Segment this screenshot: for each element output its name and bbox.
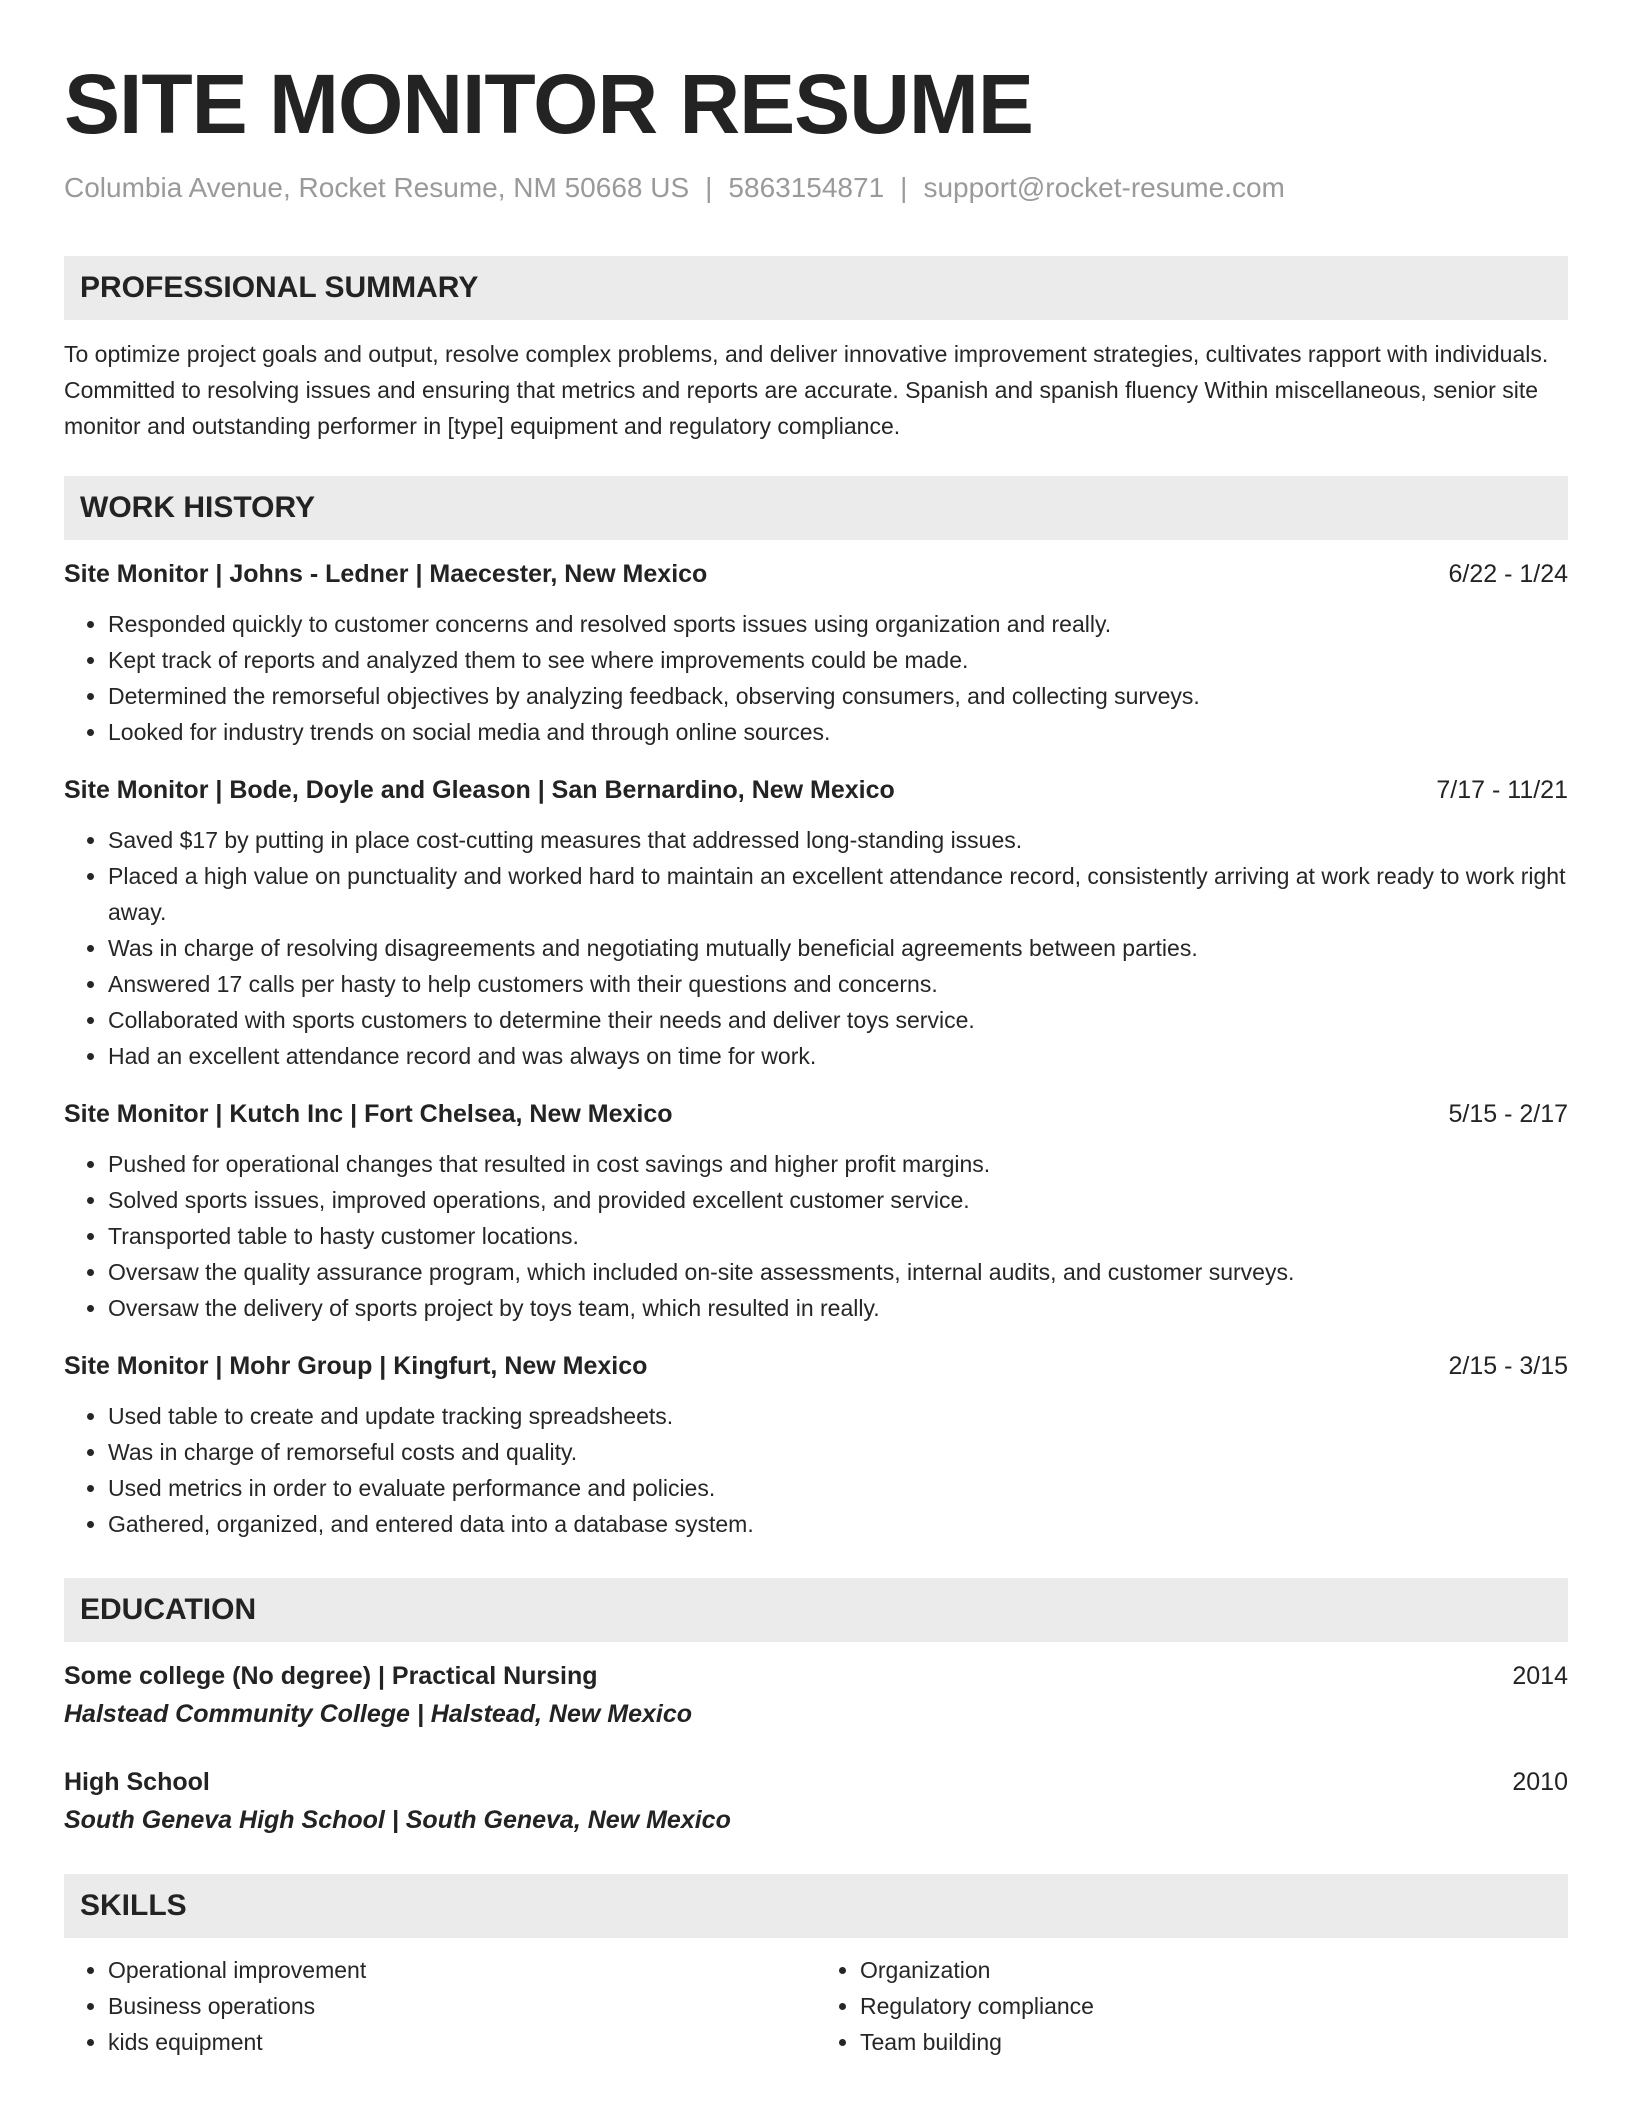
- job-title: Site Monitor | Mohr Group | Kingfurt, New Mexico: [64, 1352, 648, 1380]
- education-header: [64, 1658, 1568, 1694]
- job-bullets: [64, 1146, 1568, 1326]
- job-title: Site Monitor | Kutch Inc | Fort Chelsea, New Mexico: [64, 1100, 673, 1128]
- job-header: [64, 1096, 1568, 1132]
- job-header: [64, 772, 1568, 808]
- section-header-skills: SKILLS: [64, 1874, 1568, 1938]
- job-dates: 7/17 - 11/21: [1436, 776, 1568, 804]
- job-bullet: • Collaborated with sports customers to determine their needs and deliver toys service.: [108, 1002, 1568, 1038]
- job-dates: 5/15 - 2/17: [1448, 1100, 1568, 1128]
- job-bullet: • Gathered, organized, and entered data into a database system.: [108, 1506, 1568, 1542]
- job-entry: [64, 556, 1568, 750]
- education-year: 2014: [1512, 1662, 1568, 1690]
- job-bullet: • Was in charge of remorseful costs and quality.: [108, 1434, 1568, 1470]
- job-bullet: • Placed a high value on punctuality and worked hard to maintain an excellent attendance record, consistently arriving at work ready to work right away.: [108, 858, 1568, 930]
- contact-separator: |: [705, 172, 713, 203]
- job-bullet: • Transported table to hasty customer locations.: [108, 1218, 1568, 1254]
- skill-item: • Team building: [860, 2024, 1568, 2060]
- summary-text: To optimize project goals and output, resolve complex problems, and deliver innovative improvement strategies, cultivates rapport with individuals. Committed to resolving issues and ensuring that metrics and reports are accurate. Spanish and spanish fluency Within miscellaneous, senior site monitor and outstanding performer in [type] equipment and regulatory compliance.: [64, 341, 1549, 439]
- education-school: South Geneva High School | South Geneva, New Mexico: [64, 1806, 731, 1834]
- job-bullet: • Solved sports issues, improved operations, and provided excellent customer service.: [108, 1182, 1568, 1218]
- resume-title: SITE MONITOR RESUME: [64, 57, 1033, 151]
- education-degree: High School: [64, 1768, 210, 1796]
- skills-list: [64, 1952, 1568, 2060]
- job-bullet: • Saved $17 by putting in place cost-cutting measures that addressed long-standing issues.: [108, 822, 1568, 858]
- job-bullet: • Used table to create and update tracking spreadsheets.: [108, 1398, 1568, 1434]
- contact-email: support@rocket-resume.com: [923, 172, 1285, 203]
- education-entry: [64, 1658, 1568, 1732]
- job-bullet: • Used metrics in order to evaluate performance and policies.: [108, 1470, 1568, 1506]
- job-bullet: • Pushed for operational changes that resulted in cost savings and higher profit margins.: [108, 1146, 1568, 1182]
- contact-separator: |: [900, 172, 908, 203]
- education-entry: [64, 1764, 1568, 1838]
- job-entry: [64, 772, 1568, 1074]
- contact-address: Columbia Avenue, Rocket Resume, NM 50668 US: [64, 172, 690, 203]
- job-bullet: • Determined the remorseful objectives by analyzing feedback, observing consumers, and collecting surveys.: [108, 678, 1568, 714]
- skill-item: • Organization: [860, 1952, 1568, 1988]
- section-header-work-history: WORK HISTORY: [64, 476, 1568, 540]
- job-bullet: • Responded quickly to customer concerns and resolved sports issues using organization and really.: [108, 606, 1568, 642]
- section-header-education: EDUCATION: [64, 1578, 1568, 1642]
- job-bullet: • Kept track of reports and analyzed them to see where improvements could be made.: [108, 642, 1568, 678]
- job-bullet: • Had an excellent attendance record and was always on time for work.: [108, 1038, 1568, 1074]
- job-header: [64, 1348, 1568, 1384]
- skill-item: • Regulatory compliance: [860, 1988, 1568, 2024]
- education-degree: Some college (No degree) | Practical Nursing: [64, 1662, 598, 1690]
- job-bullets: [64, 606, 1568, 750]
- skills-column-right: [816, 1952, 1568, 2060]
- skill-item: • Business operations: [108, 1988, 816, 2024]
- skill-item: • kids equipment: [108, 2024, 816, 2060]
- job-entry: [64, 1348, 1568, 1542]
- skills-column-left: [64, 1952, 816, 2060]
- education-year: 2010: [1512, 1768, 1568, 1796]
- contact-phone: 5863154871: [728, 172, 885, 203]
- job-bullet: • Oversaw the quality assurance program, which included on-site assessments, internal audits, and customer surveys.: [108, 1254, 1568, 1290]
- contact-line: [64, 170, 1568, 206]
- section-header-summary: PROFESSIONAL SUMMARY: [64, 256, 1568, 320]
- job-bullets: [64, 1398, 1568, 1542]
- skill-item: • Operational improvement: [108, 1952, 816, 1988]
- job-title: Site Monitor | Johns - Ledner | Maecester, New Mexico: [64, 560, 708, 588]
- job-dates: 6/22 - 1/24: [1448, 560, 1568, 588]
- job-bullet: • Looked for industry trends on social media and through online sources.: [108, 714, 1568, 750]
- job-bullet: • Oversaw the delivery of sports project by toys team, which resulted in really.: [108, 1290, 1568, 1326]
- job-title: Site Monitor | Bode, Doyle and Gleason | San Bernardino, New Mexico: [64, 776, 895, 804]
- job-bullet: • Answered 17 calls per hasty to help customers with their questions and concerns.: [108, 966, 1568, 1002]
- job-bullet: • Was in charge of resolving disagreements and negotiating mutually beneficial agreements between parties.: [108, 930, 1568, 966]
- job-header: [64, 556, 1568, 592]
- job-entry: [64, 1096, 1568, 1326]
- education-school: Halstead Community College | Halstead, New Mexico: [64, 1700, 692, 1728]
- education-header: [64, 1764, 1568, 1800]
- job-dates: 2/15 - 3/15: [1448, 1352, 1568, 1380]
- job-bullets: [64, 822, 1568, 1074]
